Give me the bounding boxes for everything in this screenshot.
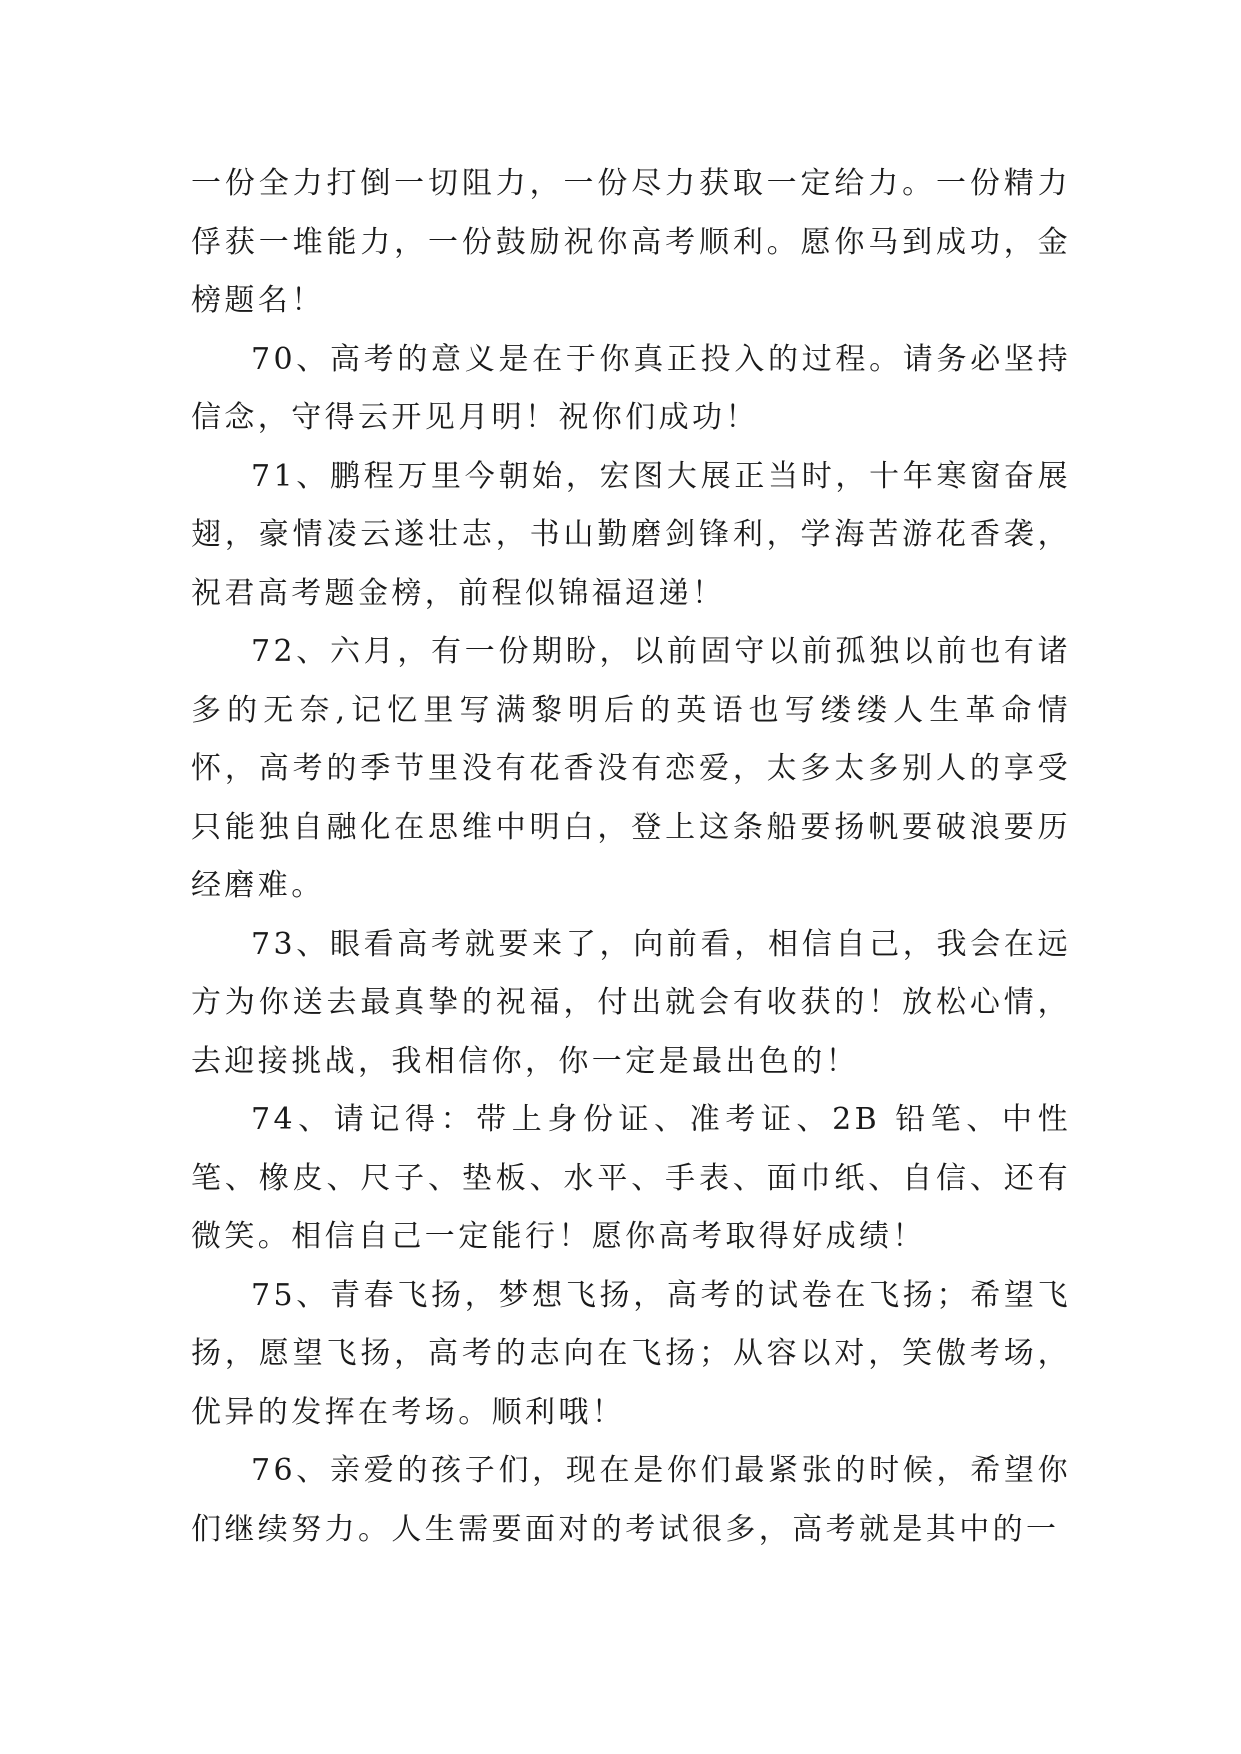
paragraph-76: 76、亲爱的孩子们，现在是你们最紧张的时候，希望你们继续努力。人生需要面对的考试很多，高考就是其中的一 bbox=[191, 1453, 1071, 1547]
paragraph-intro: 一份全力打倒一切阻力，一份尽力获取一定给力。一份精力俘获一堆能力，一份鼓励祝你高考顺利。愿你马到成功，金榜题名！ bbox=[191, 166, 1071, 318]
paragraph-72: 72、六月，有一份期盼，以前固守以前孤独以前也有诸多的无奈,记忆里写满黎明后的英语也写缕缕人生革命情怀，高考的季节里没有花香没有恋爱，太多太多别人的享受只能独自融化在思维中明白，登上这条船要扬帆要破浪要历经磨难。 bbox=[191, 634, 1071, 903]
paragraph-74: 74、请记得：带上身份证、准考证、2B 铅笔、中性笔、橡皮、尺子、垫板、水平、手表、面巾纸、自信、还有微笑。相信自己一定能行！愿你高考取得好成绩！ bbox=[191, 1102, 1071, 1254]
paragraph-71: 71、鹏程万里今朝始，宏图大展正当时，十年寒窗奋展翅，豪情凌云遂壮志，书山勤磨剑锋利，学海苦游花香袭，祝君高考题金榜，前程似锦福迢递！ bbox=[191, 458, 1071, 611]
paragraph-73: 73、眼看高考就要来了，向前看，相信自己，我会在远方为你送去最真挚的祝福，付出就会有收获的！放松心情，去迎接挑战，我相信你，你一定是最出色的！ bbox=[191, 926, 1071, 1079]
document-body bbox=[191, 155, 1071, 1559]
paragraph-70: 70、高考的意义是在于你真正投入的过程。请务必坚持信念，守得云开见月明！祝你们成功！ bbox=[191, 341, 1071, 435]
paragraph-75: 75、青春飞扬，梦想飞扬，高考的试卷在飞扬；希望飞扬，愿望飞扬，高考的志向在飞扬；从容以对，笑傲考场，优异的发挥在考场。顺利哦！ bbox=[191, 1277, 1071, 1430]
